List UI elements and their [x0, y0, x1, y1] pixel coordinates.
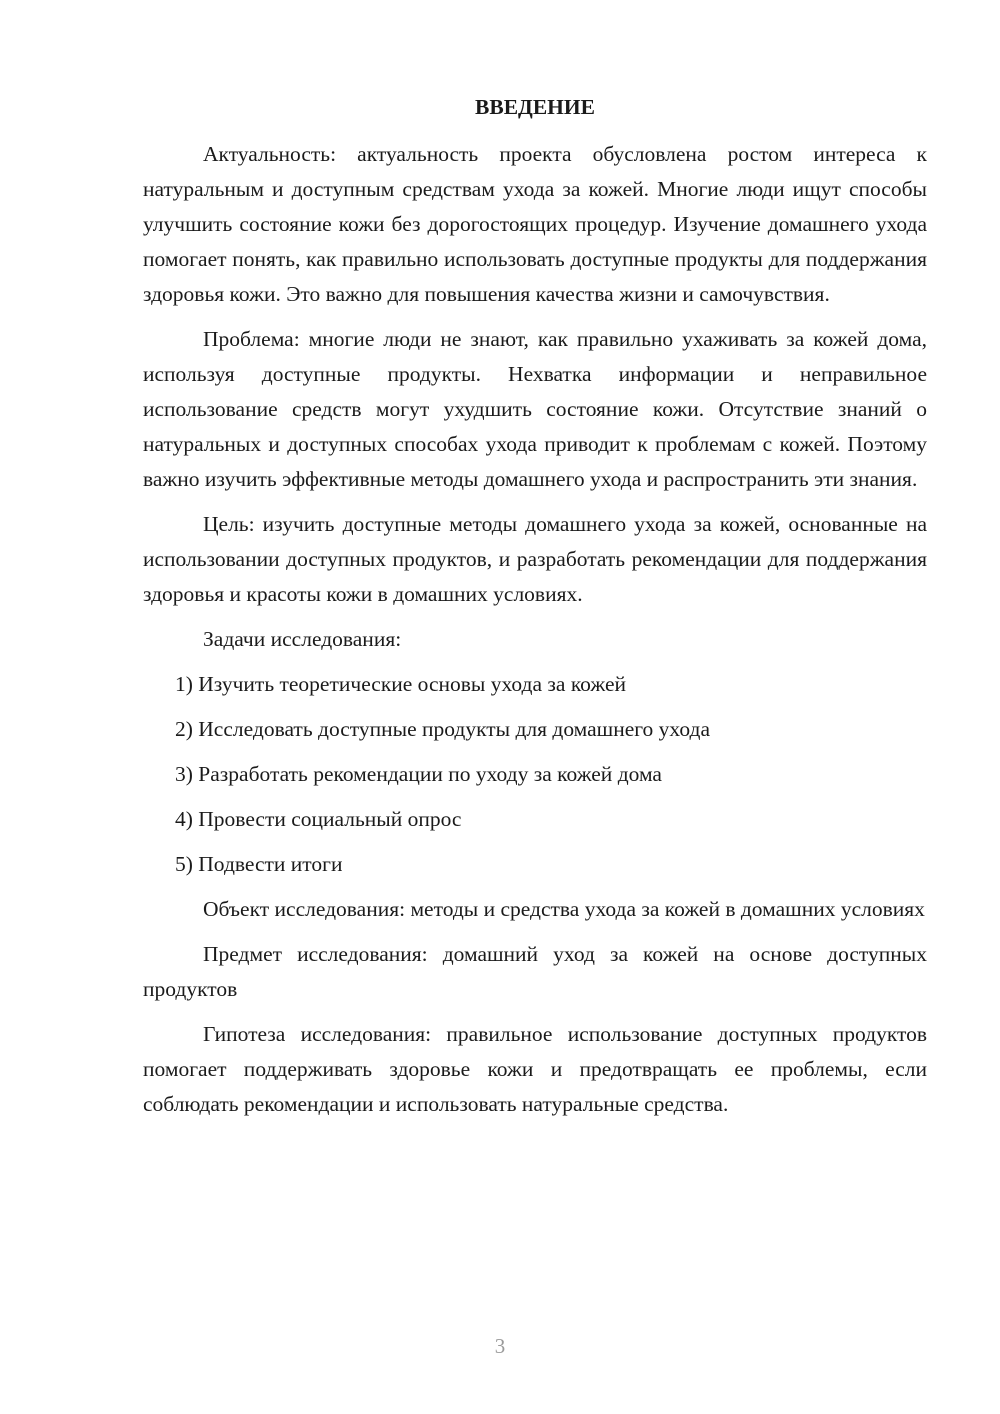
page-number: 3	[494, 1334, 506, 1358]
goal-paragraph: Цель: изучить доступные методы домашнего ухода за кожей, основанные на использовании доступных продуктов, и разработать рекомендации для поддержания здоровья и красоты кожи в домашних условиях.	[143, 512, 927, 606]
list-item: 3) Разработать рекомендации по уходу за кожей дома	[175, 762, 662, 786]
relevance-paragraph: Актуальность: актуальность проекта обусловлена ростом интереса к натуральным и доступным средствам ухода за кожей. Многие люди ищут способы улучшить состояние кожи без дорогостоящих процедур. Изучение домашнего ухода помогает понять, как правильно использовать доступные продукты для поддержания здоровья кожи. Это важно для повышения качества жизни и самочувствия.	[143, 142, 927, 306]
list-item: 4) Провести социальный опрос	[175, 807, 462, 831]
section-heading: ВВЕДЕНИЕ	[475, 95, 595, 119]
list-item: 5) Подвести итоги	[175, 852, 343, 876]
problem-paragraph: Проблема: многие люди не знают, как правильно ухаживать за кожей дома, используя доступные продукты. Нехватка информации и неправильное использование средств могут ухудшить состояние кожи. Отсутствие знаний о натуральных и доступных способах ухода приводит к проблемам с кожей. Поэтому важно изучить эффективные методы домашнего ухода и распространить эти знания.	[143, 327, 927, 491]
list-item: 2) Исследовать доступные продукты для домашнего ухода	[175, 717, 710, 741]
subject-paragraph: Предмет исследования: домашний уход за кожей на основе доступных продуктов	[143, 942, 927, 1001]
object-paragraph: Объект исследования: методы и средства ухода за кожей в домашних условиях	[203, 897, 925, 921]
tasks-list	[143, 667, 927, 882]
hypothesis-paragraph: Гипотеза исследования: правильное использование доступных продуктов помогает поддерживать здоровье кожи и предотвращать ее проблемы, если соблюдать рекомендации и использовать натуральные средства.	[143, 1022, 927, 1116]
document-page	[143, 90, 927, 1132]
tasks-title: Задачи исследования:	[203, 627, 402, 651]
list-item: 1) Изучить теоретические основы ухода за кожей	[175, 672, 627, 696]
